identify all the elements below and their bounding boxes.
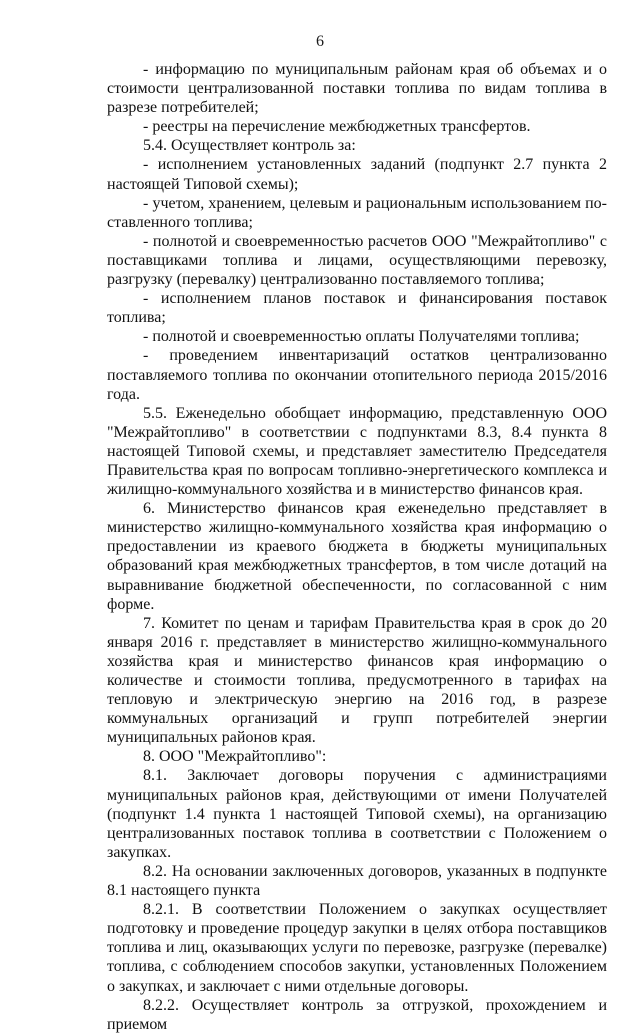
- paragraph: - исполнением установленных заданий (подпункт 2.7 пункта 2 настоящей Типовой схемы);: [107, 156, 607, 193]
- paragraph: - полнотой и своевременностью оплаты Получателями топлива;: [143, 328, 580, 346]
- paragraph: 8.2. На основании заключенных договоров, указанных в подпункте 8.1 настоящего пункта: [107, 862, 607, 900]
- paragraph: 5.5. Еженедельно обобщает информацию, представленную ООО "Межрайтопливо" в соответствии с подпунктами 8.3, 8.4 пункта 8 настоящей Типовой схемы, и представляет заместителю Председателя Правительства края по вопросам топливно-энергетического комплекса и жилищно-коммунального хозяйства и в министерство финансов края.: [107, 404, 607, 499]
- paragraph: - информацию по муниципальным районам края об объемах и о стоимости централизованной поставки топлива по видам топлива в разрезе потребителей;: [107, 61, 607, 117]
- paragraph: 8.2.1. В соответствии Положением о закупках осуществляет подготовку и проведение процедур закупки в целях отбора поставщиков топлива и лиц, оказывающих услуги по перевозке, разгрузке (перевалке) топлива, с соблюдением способов закупки, установленных Положением о закупках, и заключает с ними отдельные договоры.: [107, 901, 607, 995]
- paragraph: - исполнением планов поставок и финансирования поставок топлива;: [107, 290, 607, 327]
- paragraph: 8.1. Заключает договоры поручения с администрациями муниципальных районов края, действующими от имени Получателей (подпункт 1.4 пункта 1 настоящей Типовой схемы), на организацию централизованных поставок топлива в соответствии с Положением о закупках.: [107, 767, 607, 861]
- paragraph: 8.2.2. Осуществляет контроль за отгрузкой, прохождением и приемом: [107, 996, 607, 1033]
- paragraph: - учетом, хранением, целевым и рациональным использованием поставленного топлива;: [107, 194, 607, 231]
- paragraph: 8. ООО "Межрайтопливо":: [143, 748, 327, 766]
- paragraph: 5.4. Осуществляет контроль за:: [143, 137, 356, 155]
- document-body: [107, 60, 607, 1034]
- page-number: 6: [316, 33, 324, 50]
- paragraph: 6. Министерство финансов края еженедельно представляет в министерство жилищно-коммунального хозяйства края информацию о предоставлении из краевого бюджета в бюджеты муниципальных образований края межбюджетных трансфертов, в том числе дотаций на выравнивание бюджетной обеспеченности, по согласованной с ним форме.: [107, 500, 607, 613]
- paragraph: - проведением инвентаризаций остатков централизованно поставляемого топлива по окончании отопительного периода 2015/2016 года.: [107, 347, 607, 403]
- paragraph: - полнотой и своевременностью расчетов ООО "Межрайтопливо" с поставщиками топлива и лицами, осуществляющими перевозку, разгрузку (перевалку) централизованно поставляемого топлива;: [107, 232, 607, 289]
- paragraph: - реестры на перечисление межбюджетных трансфертов.: [143, 118, 531, 136]
- paragraph: 7. Комитет по ценам и тарифам Правительства края в срок до 20 января 2016 г. представляет в министерство жилищно-коммунального хозяйства края и министерство финансов края информацию о количестве и стоимости топлива, предусмотренного в тарифах на тепловую и электрическую энергию на 2016 год, в разрезе коммунальных организаций и групп потребителей энергии муниципальных районов края.: [107, 614, 607, 747]
